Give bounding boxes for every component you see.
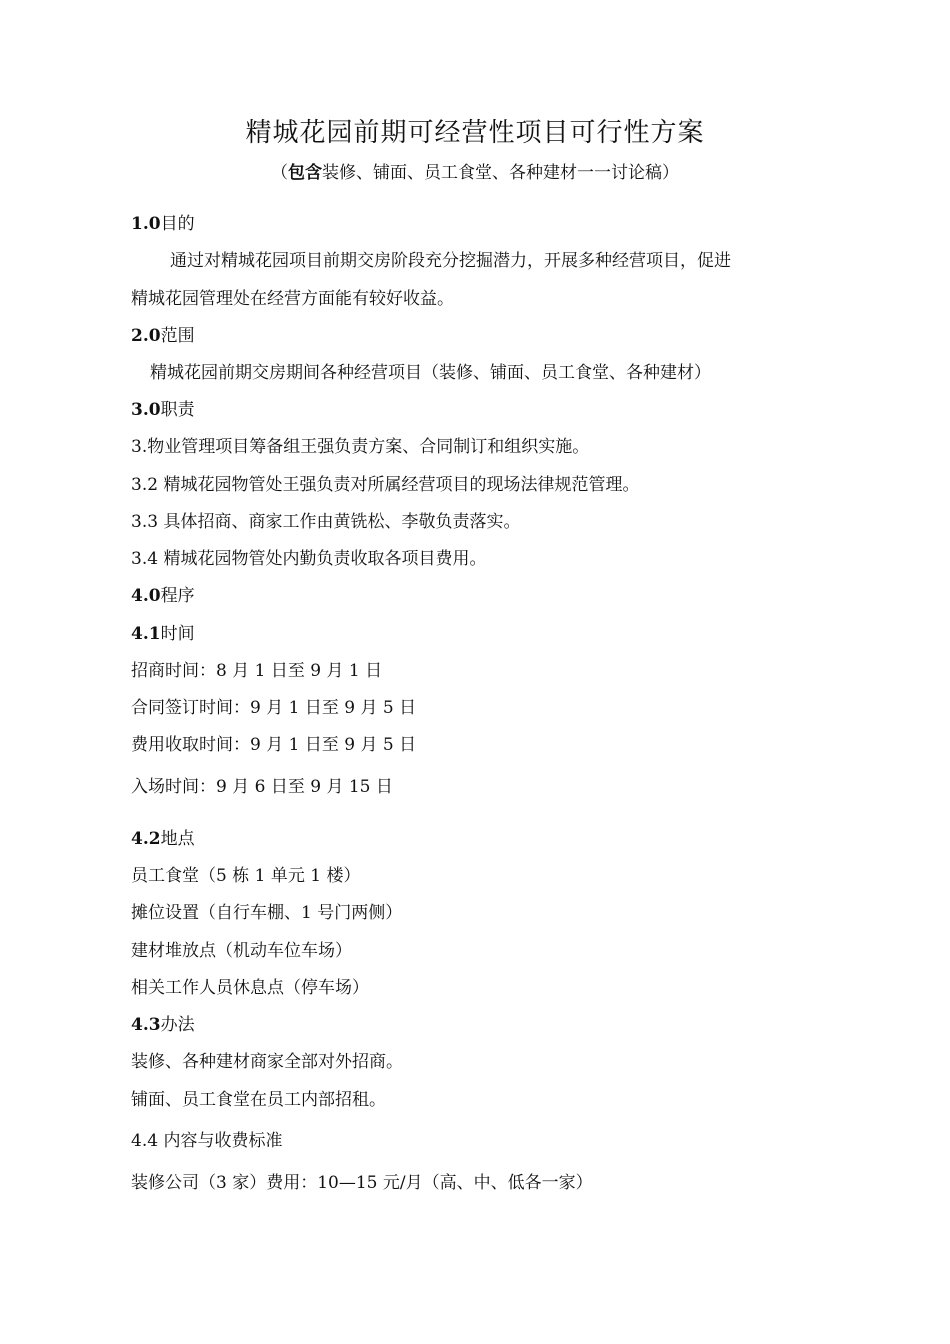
section-number: 2.0	[131, 326, 161, 346]
section-1-paragraph-line-2: 精城花园管理处在经营方面能有较好收益。	[131, 289, 454, 309]
location-item-stalls: 摊位设置（自行车棚、1 号门两侧）	[131, 903, 403, 923]
section-title: 地点	[160, 829, 195, 849]
section-4-3-heading	[131, 1013, 195, 1037]
method-item-1: 装修、各种建材商家全部对外招商。	[131, 1052, 403, 1072]
section-title: 范围	[160, 326, 195, 346]
location-item-materials: 建材堆放点（机动车位车场）	[131, 941, 352, 961]
section-1-heading	[131, 212, 195, 236]
section-number: 4.1	[131, 624, 161, 644]
section-number: 4.0	[131, 586, 161, 606]
section-title: 职责	[160, 400, 195, 420]
section-2-heading	[131, 324, 195, 348]
time-item-recruit: 招商时间：8 月 1 日至 9 月 1 日	[131, 661, 383, 681]
section-4-heading	[131, 584, 195, 608]
subtitle-bold: 包含	[288, 163, 322, 183]
responsibility-item-3: 3.3 具体招商、商家工作由黄铣松、李敬负责落实。	[131, 512, 521, 532]
section-title: 程序	[160, 586, 195, 606]
location-item-rest-area: 相关工作人员休息点（停车场）	[131, 978, 369, 998]
section-title: 办法	[160, 1015, 195, 1035]
time-item-fee: 费用收取时间：9 月 1 日至 9 月 5 日	[131, 735, 417, 755]
time-item-contract: 合同签订时间：9 月 1 日至 9 月 5 日	[131, 698, 417, 718]
subtitle-open: （	[271, 163, 288, 183]
fee-item-decoration: 装修公司（3 家）费用：10—15 元/月（高、中、低各一家）	[131, 1173, 593, 1193]
section-title: 时间	[160, 624, 195, 644]
section-number: 4.2	[131, 829, 161, 849]
subtitle-rest: 装修、铺面、员工食堂、各种建材一一讨论稿）	[322, 163, 679, 183]
section-1-paragraph-line-1: 通过对精城花园项目前期交房阶段充分挖掘潜力，开展多种经营项目，促进	[170, 251, 731, 271]
section-2-paragraph: 精城花园前期交房期间各种经营项目（装修、铺面、员工食堂、各种建材）	[150, 363, 711, 383]
responsibility-item-4: 3.4 精城花园物管处内勤负责收取各项目费用。	[131, 549, 487, 569]
section-4-2-heading	[131, 827, 195, 851]
section-number: 3.0	[131, 400, 161, 420]
section-number: 4.3	[131, 1015, 161, 1035]
section-title: 目的	[160, 214, 195, 234]
responsibility-item-1: 3.物业管理项目筹备组王强负责方案、合同制订和组织实施。	[131, 437, 590, 457]
method-item-2: 铺面、员工食堂在员工内部招租。	[131, 1090, 386, 1110]
document-subtitle	[0, 158, 950, 183]
time-item-entry: 入场时间：9 月 6 日至 9 月 15 日	[131, 777, 393, 797]
location-item-canteen: 员工食堂（5 栋 1 单元 1 楼）	[131, 866, 361, 886]
document-title: 精城花园前期可经营性项目可行性方案	[245, 118, 705, 148]
section-3-heading	[131, 398, 195, 422]
responsibility-item-2: 3.2 精城花园物管处王强负责对所属经营项目的现场法律规范管理。	[131, 475, 640, 495]
section-4-1-heading	[131, 622, 195, 646]
section-number: 1.0	[131, 214, 161, 234]
section-4-4-heading: 4.4 内容与收费标准	[131, 1131, 283, 1151]
